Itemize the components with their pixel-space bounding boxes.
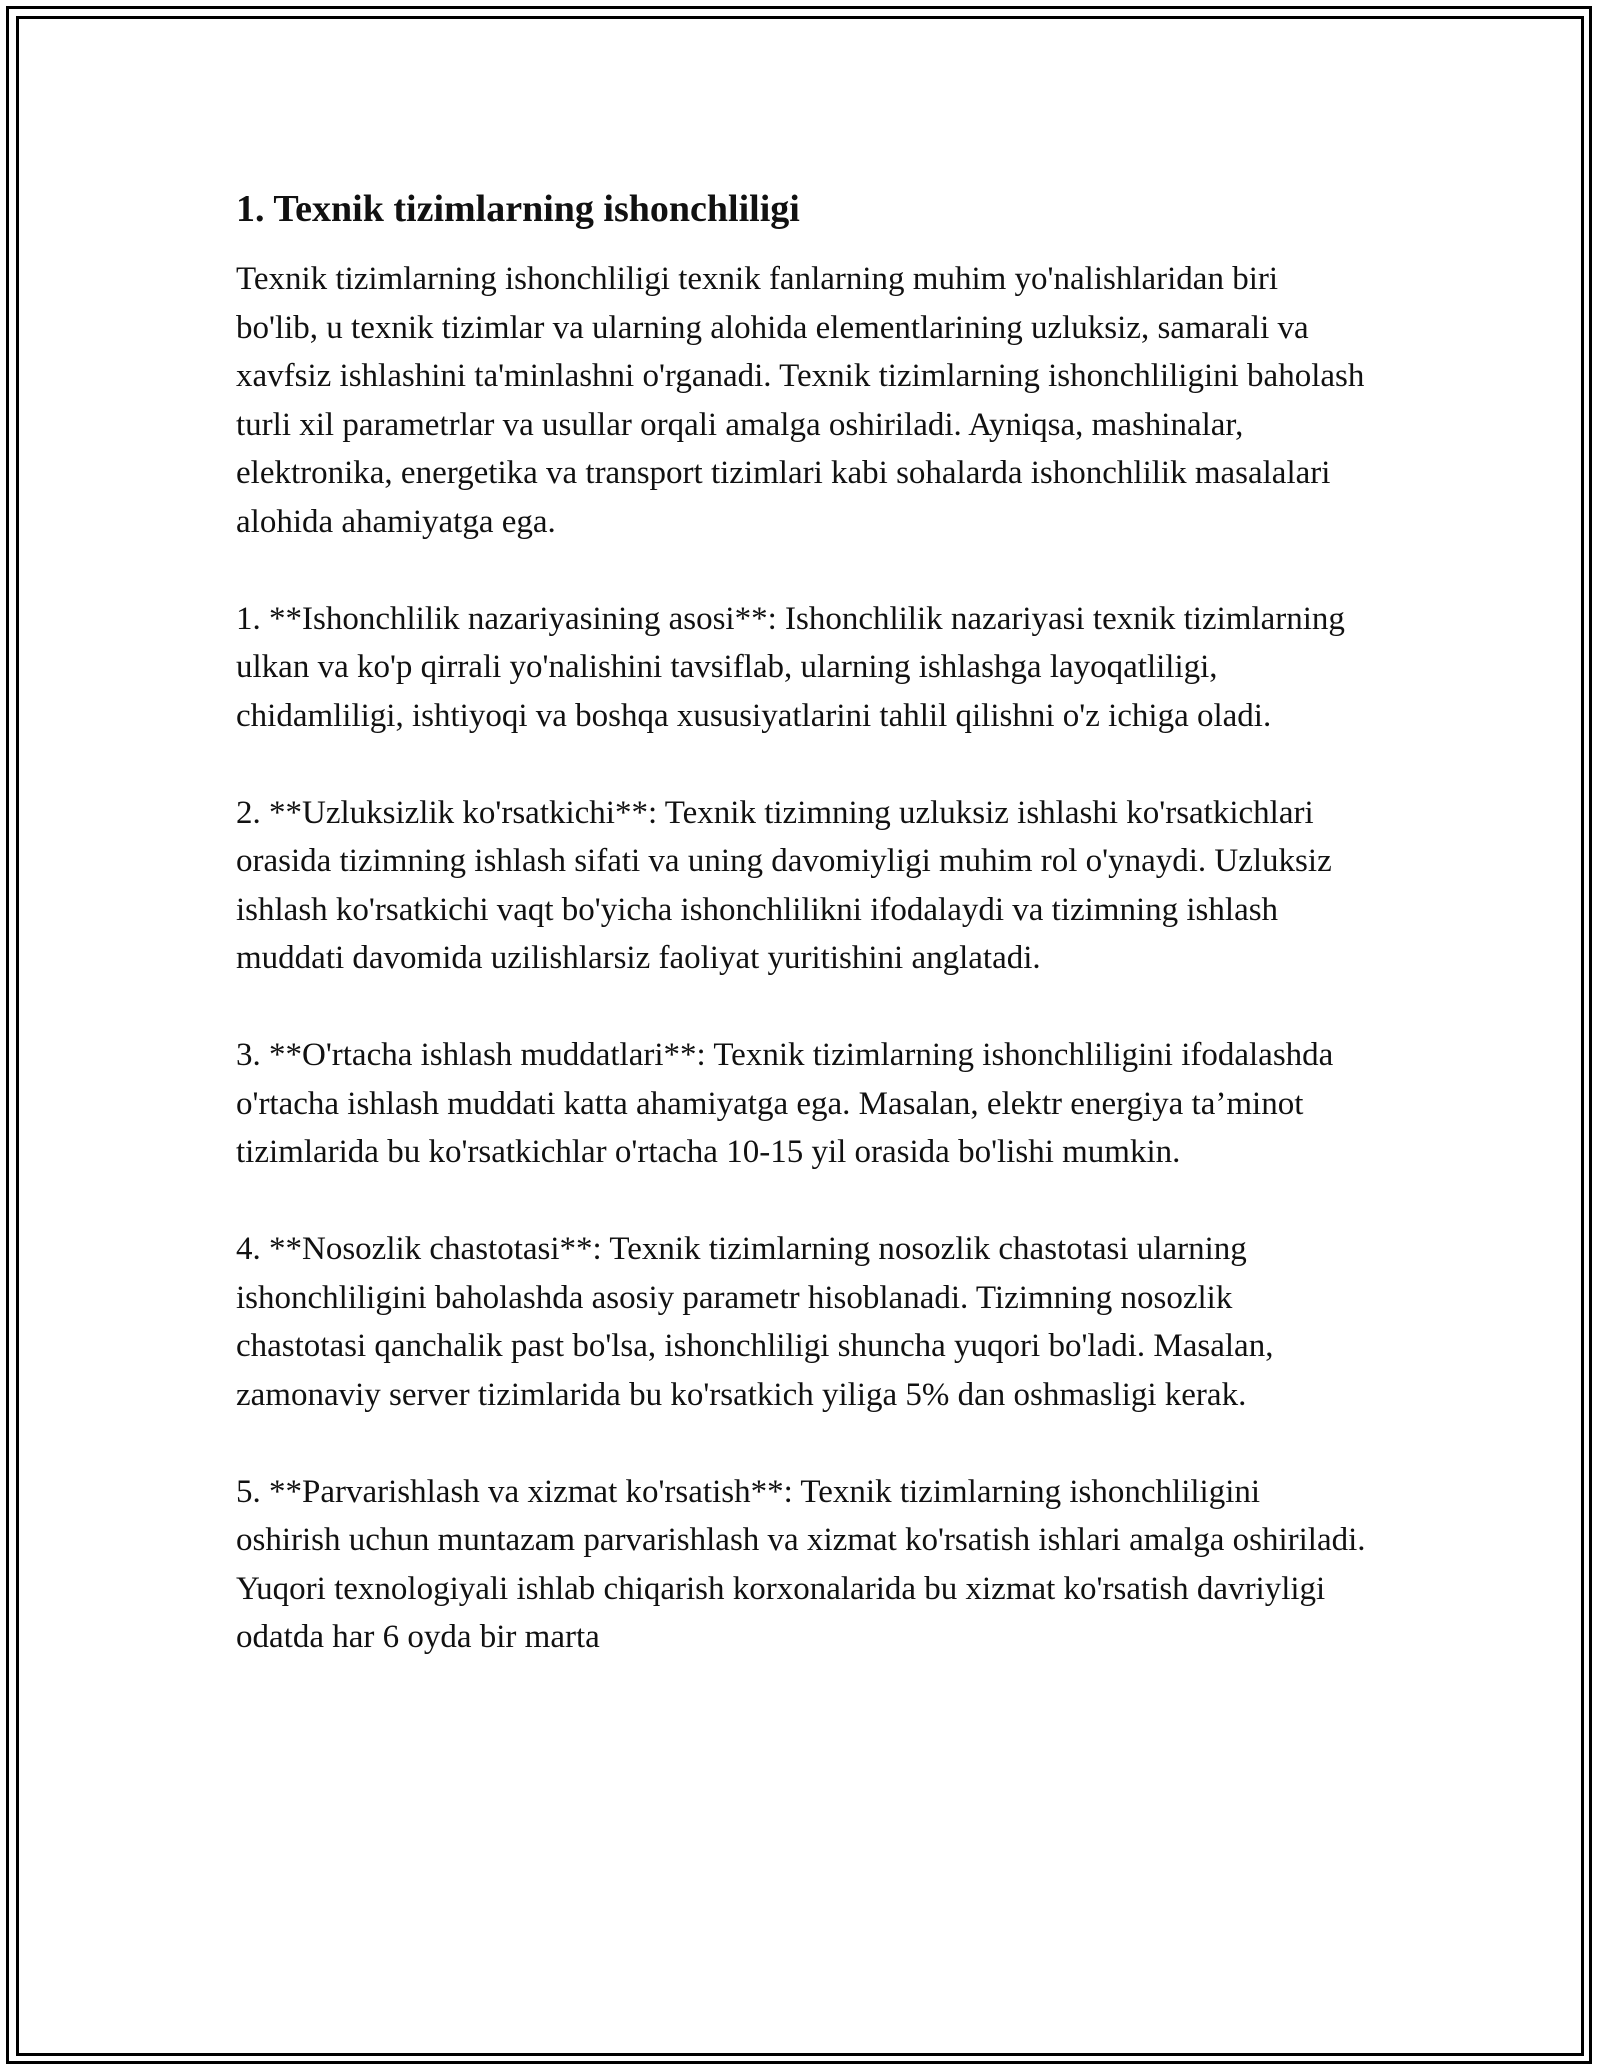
document-body [236,185,1366,1710]
list-item-2: 2. **Uzluksizlik ko'rsatkichi**: Texnik tizimning uzluksiz ishlashi ko'rsatkichlari orasida tizimning ishlash sifati va uning davomiyligi muhim rol o'ynaydi. Uzluksiz ishlash ko'rsatkichi vaqt bo'yicha ishonchlilikni ifodalaydi va tizimning ishlash muddati davomida uzilishlarsiz faoliyat yuritishini anglatadi. [236,794,1332,976]
list-item-5: 5. **Parvarishlash va xizmat ko'rsatish**: Texnik tizimlarning ishonchliligini oshirish uchun muntazam parvarishlash va xizmat ko'rsatish ishlari amalga oshiriladi. Yuqori texnologiyali ishlab chiqarish korxonalarida bu xizmat ko'rsatish davriyligi odatda har 6 oyda bir marta [236,1473,1366,1655]
section-title: 1. Texnik tizimlarning ishonchliligi [236,188,800,230]
list-item-3: 3. **O'rtacha ishlash muddatlari**: Texnik tizimlarning ishonchliligini ifodalashda o'rtacha ishlash muddati katta ahamiyatga ega. Masalan, elektr energiya ta’minot tizimlarida bu ko'rsatkichlar o'rtacha 10-15 yil orasida bo'lishi mumkin. [236,1037,1334,1170]
list-item-1: 1. **Ishonchlilik nazariyasining asosi**: Ishonchlilik nazariyasi texnik tizimlarning ulkan va ko'p qirrali yo'nalishini tavsiflab, ularning ishlashga layoqatliligi, chidamliligi, ishtiyoqi va boshqa xususiyatlarini tahlil qilishni o'z ichiga oladi. [236,600,1345,734]
intro-paragraph: Texnik tizimlarning ishonchliligi texnik fanlarning muhim yo'nalishlaridan biri bo'lib, u texnik tizimlar va ularning alohida elementlarining uzluksiz, samarali va xavfsiz ishlashini ta'minlashni o'rganadi. Texnik tizimlarning ishonchliligini baholash turli xil parametrlar va usullar orqali amalga oshiriladi. Ayniqsa, mashinalar, elektronika, energetika va transport tizimlari kabi sohalarda ishonchlilik masalalari alohida ahamiyatga ega. [236,261,1365,540]
list-item-4: 4. **Nosozlik chastotasi**: Texnik tizimlarning nosozlik chastotasi ularning ishonchliligini baholashda asosiy parametr hisoblanadi. Tizimning nosozlik chastotasi qanchalik past bo'lsa, ishonchliligi shuncha yuqori bo'ladi. Masalan, zamonaviy server tizimlarida bu ko'rsatkich yiliga 5% dan oshmasligi kerak. [236,1231,1274,1413]
